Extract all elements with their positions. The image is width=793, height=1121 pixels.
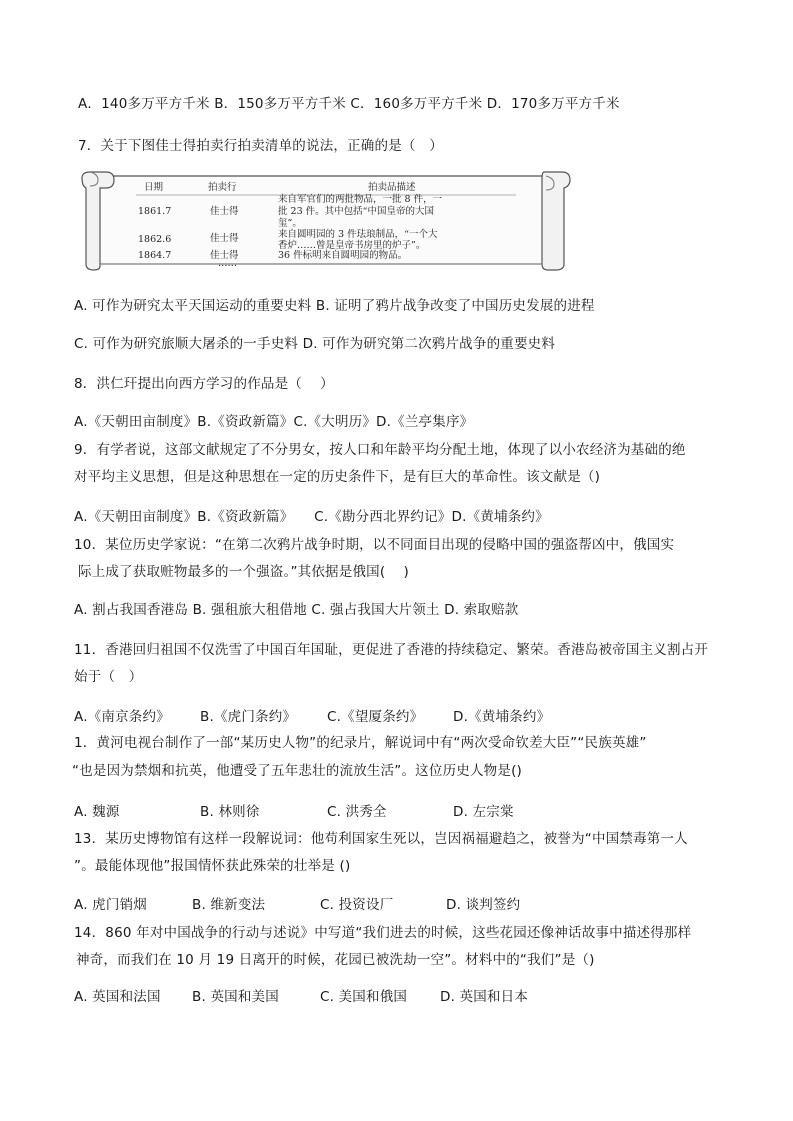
row3-date: 1864.7 [138,250,172,261]
q11-stem-line2: 始于（ ） [74,669,143,685]
row1-desc-line2: 批 23 件。其中包括“中国皇帝的大国 [278,206,434,217]
q11-stem-line1: 11．香港回归祖国不仅洗雪了中国百年国耻，更促进了香港的持续稳定、繁荣。香港岛被帝国主义割占开 [74,642,709,658]
row3-house: 佳士得 [210,250,239,261]
q10-options: A. 割占我国香港岛 B. 强租旅大租借地 C. 强占我国大片领土 D. 索取赔款 [74,602,519,618]
table-header-date: 日期 [144,182,164,193]
q13-option-d: D. 谈判签约 [446,897,521,913]
q12-option-c: C. 洪秀全 [327,804,387,820]
q13-option-b: B. 维新变法 [192,897,266,913]
q9-options: A.《天朝田亩制度》B.《资政新篇》 C.《勘分西北界约记》D.《黄埔条约》 [74,509,549,525]
table-ellipsis: …… [218,258,237,269]
table-header-house: 拍卖行 [208,182,237,193]
q13-stem-line2: ”。最能体现他”报国情怀获此殊荣的壮举是 () [74,858,351,874]
q13-stem-line1: 13．某历史博物馆有这样一段解说词：他苟利国家生死以，岂因祸福避趋之，被誉为“中国禁毒第一人 [74,831,688,847]
q9-stem-line2: 对平均主义思想，但是这种思想在一定的历史条件下，是有巨大的革命性。该文献是（) [74,469,601,485]
q10-stem-line1: 10．某位历史学家说：“在第二次鸦片战争时期，以不同面目出现的侵略中国的强盗帮凶中，俄国实 [74,537,675,553]
q11-option-c: C.《望厦条约》 [327,709,424,725]
row2-date: 1862.6 [138,234,172,245]
q13-option-c: C. 投资设厂 [320,897,394,913]
q12-stem-line1: 1．黄河电视台制作了一部“某历史人物”的纪录片，解说词中有“两次受命钦差大臣”“民族英雄” [74,735,647,751]
q12-option-b: B. 林则徐 [200,804,260,820]
q14-option-a: A. 英国和法国 [74,989,161,1005]
row2-house: 佳士得 [210,233,239,244]
row2-desc-line1: 来自圆明园的 3 件珐琅制品，“一个大 [278,229,438,240]
q14-option-d: D. 英国和日本 [440,989,529,1005]
q12-stem-line2: “也是因为禁烟和抗英，他遭受了五年悲壮的流放生活”。这位历史人物是() [72,763,523,779]
row1-date: 1861.7 [138,206,172,217]
q12-option-d: D. 左宗棠 [453,804,514,820]
q11-option-a: A.《南京条约》 [74,709,170,725]
auction-list-scroll-image [76,168,576,272]
q14-option-c: C. 美国和俄国 [320,989,408,1005]
q7-stem: 7．关于下图佳士得拍卖行拍卖清单的说法，正确的是（ ） [78,138,443,154]
q10-stem-line2: 际上成了获取赃物最多的一个强盗。”其依据是俄国( ) [78,564,409,580]
q14-option-b: B. 英国和美国 [192,989,279,1005]
q6-options: A．140多万平方千米 B．150多万平方千米 C．160多万平方千米 D．170多万平方千米 [78,96,620,112]
row3-desc: 36 件标明来自圆明园的物品。 [278,250,408,261]
q8-stem: 8．洪仁玕提出向西方学习的作品是（ ） [74,376,334,392]
q14-stem-line1: 14．860 年对中国战争的行动与述说》中写道“我们进去的时候，这些花园还像神话故事中描述得那样 [74,925,692,941]
q11-option-b: B.《虎门条约》 [200,709,297,725]
table-header-desc: 拍卖品描述 [368,182,416,193]
q13-option-a: A. 虎门销烟 [74,897,147,913]
row1-house: 佳士得 [210,206,239,217]
row1-desc-line1: 来自军官们的两批物品，一批 8 件，一 [278,194,443,205]
q8-options: A.《天朝田亩制度》B.《资政新篇》C.《大明历》D.《兰亭集序》 [74,414,474,430]
q11-option-d: D.《黄埔条约》 [453,709,551,725]
row2-desc-line2: 香炉……曾是皇帝书房里的炉子”。 [278,240,426,251]
q14-stem-line2: 神奇，而我们在 10 月 19 日离开的时候，花园已被洗劫一空”。材料中的“我们”是（) [76,952,595,968]
q7-options-line2: C. 可作为研究旅顺大屠杀的一手史料 D. 可作为研究第二次鸦片战争的重要史料 [74,336,556,352]
q9-stem-line1: 9．有学者说，这部文献规定了不分男女，按人口和年龄平均分配土地，体现了以小农经济为基础的绝 [74,442,686,458]
q7-options-line1: A. 可作为研究太平天国运动的重要史料 B. 证明了鸦片战争改变了中国历史发展的进程 [74,298,595,314]
row1-desc-line3: 玺”。 [278,218,302,229]
q12-option-a: A. 魏源 [74,804,120,820]
